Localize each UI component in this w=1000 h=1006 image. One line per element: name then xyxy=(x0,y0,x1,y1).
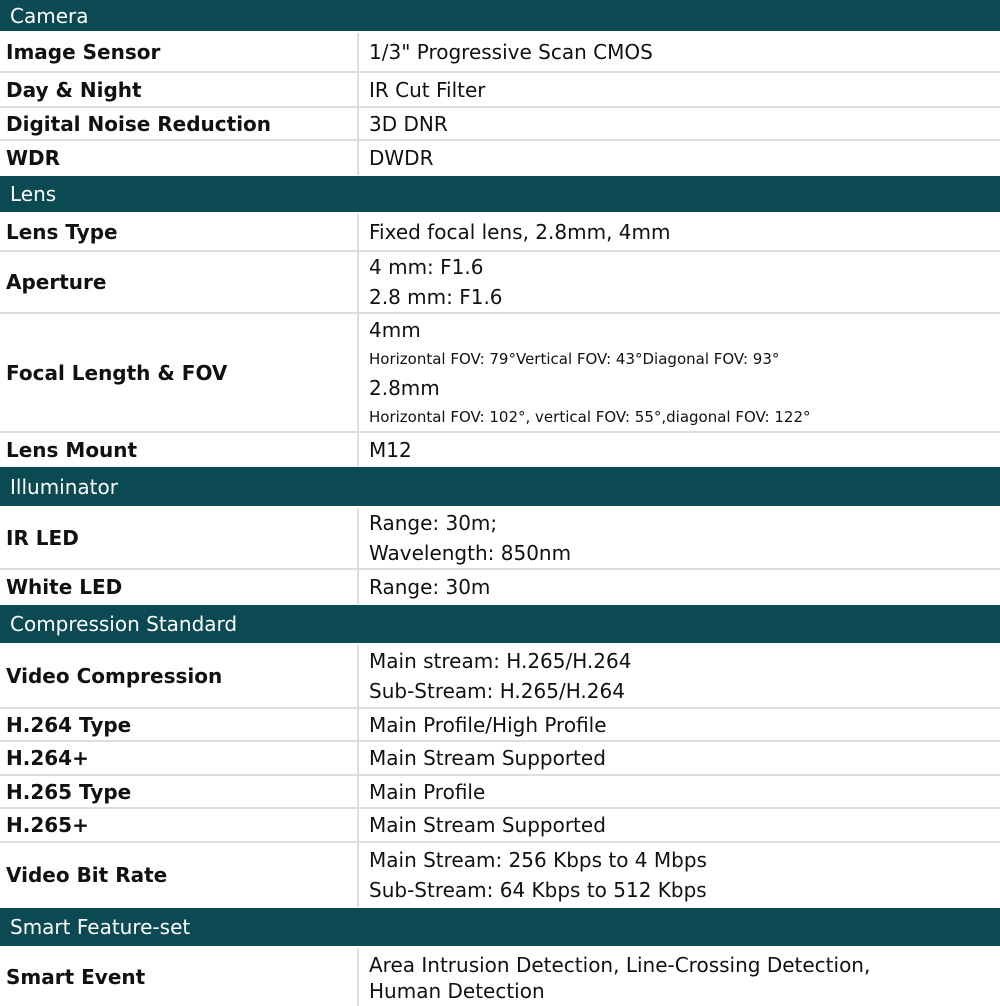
column-divider xyxy=(357,570,359,604)
spec-label: Video Bit Rate xyxy=(6,863,168,887)
section-header-illuminator: Illuminator xyxy=(0,467,1000,506)
spec-value xyxy=(369,709,1000,740)
spec-value xyxy=(369,948,1000,1006)
spec-value xyxy=(369,645,1000,707)
spec-row-dnr xyxy=(0,108,1000,141)
spec-label: Aperture xyxy=(6,270,107,294)
value-line: Main Profile/High Profile xyxy=(369,712,607,737)
spec-row-h265-type xyxy=(0,776,1000,809)
spec-value xyxy=(369,108,1000,139)
spec-row-h264-plus xyxy=(0,742,1000,776)
spec-value xyxy=(369,776,1000,807)
value-line: Range: 30m; xyxy=(369,511,498,535)
column-divider xyxy=(357,776,359,807)
value-line: Main stream: H.265/H.264 xyxy=(369,649,632,673)
value-line: 2.8mm xyxy=(369,375,440,400)
spec-row-lens-type xyxy=(0,214,1000,252)
spec-row-ir-led xyxy=(0,508,1000,570)
value-line: Main Stream Supported xyxy=(369,813,606,837)
spec-row-smart-event xyxy=(0,948,1000,1006)
spec-value xyxy=(369,843,1000,907)
spec-row-day-night xyxy=(0,73,1000,108)
column-divider xyxy=(357,214,359,250)
spec-row-aperture xyxy=(0,252,1000,314)
column-divider xyxy=(357,843,359,907)
spec-row-video-bit-rate xyxy=(0,843,1000,907)
spec-value xyxy=(369,508,1000,568)
value-line: Main Stream: 256 Kbps to 4 Mbps xyxy=(369,848,707,872)
spec-value xyxy=(369,433,1000,466)
value-line: DWDR xyxy=(369,146,434,170)
spec-label: H.264 Type xyxy=(6,712,132,737)
spec-value xyxy=(369,252,1000,312)
column-divider xyxy=(357,709,359,740)
spec-label: H.265 Type xyxy=(6,779,132,804)
column-divider xyxy=(357,508,359,568)
section-header-compression: Compression Standard xyxy=(0,605,1000,643)
spec-label: Lens Mount xyxy=(6,437,138,462)
column-divider xyxy=(357,33,359,71)
spec-value xyxy=(369,214,1000,250)
column-divider xyxy=(357,645,359,707)
spec-label: Focal Length & FOV xyxy=(6,360,228,385)
spec-row-image-sensor xyxy=(0,33,1000,73)
column-divider xyxy=(357,73,359,106)
spec-label: H.265+ xyxy=(6,813,89,837)
value-line: Main Stream Supported xyxy=(369,746,606,770)
value-line: IR Cut Filter xyxy=(369,77,486,102)
value-line: Human Detection xyxy=(369,979,545,1003)
spec-label: Smart Event xyxy=(6,965,146,989)
column-divider xyxy=(357,742,359,774)
column-divider xyxy=(357,314,359,431)
column-divider xyxy=(357,252,359,312)
value-line: Horizontal FOV: 102°, vertical FOV: 55°,diagonal FOV: 122° xyxy=(369,407,811,426)
spec-value xyxy=(369,742,1000,774)
spec-row-focal-length-fov xyxy=(0,314,1000,433)
spec-value xyxy=(369,141,1000,175)
spec-label: Video Compression xyxy=(6,664,223,688)
value-line: 4 mm: F1.6 xyxy=(369,255,484,279)
spec-label: Day & Night xyxy=(6,77,142,102)
value-line: 3D DNR xyxy=(369,111,448,136)
value-line: M12 xyxy=(369,437,412,462)
value-line: Range: 30m xyxy=(369,575,491,599)
spec-row-h265-plus xyxy=(0,809,1000,843)
column-divider xyxy=(357,433,359,466)
spec-label: White LED xyxy=(6,575,123,599)
column-divider xyxy=(357,948,359,1006)
value-line: Main Profile xyxy=(369,779,486,804)
value-line: Area Intrusion Detection, Line-Crossing Detection, xyxy=(369,953,871,977)
value-line: Fixed focal lens, 2.8mm, 4mm xyxy=(369,220,671,244)
spec-row-h264-type xyxy=(0,709,1000,742)
value-line: 4mm xyxy=(369,317,421,342)
spec-value xyxy=(369,33,1000,71)
spec-value xyxy=(369,73,1000,106)
spec-row-video-compression xyxy=(0,645,1000,709)
value-line: Wavelength: 850nm xyxy=(369,541,572,565)
value-line: 2.8 mm: F1.6 xyxy=(369,285,503,309)
column-divider xyxy=(357,809,359,841)
spec-label: IR LED xyxy=(6,526,79,550)
column-divider xyxy=(357,141,359,175)
spec-label: Digital Noise Reduction xyxy=(6,111,272,136)
section-header-smart-feature-set: Smart Feature-set xyxy=(0,908,1000,946)
spec-label: Image Sensor xyxy=(6,40,161,64)
value-line: Sub-Stream: H.265/H.264 xyxy=(369,679,625,703)
spec-value xyxy=(369,809,1000,841)
value-line: Horizontal FOV: 79°Vertical FOV: 43°Diagonal FOV: 93° xyxy=(369,349,780,368)
spec-row-lens-mount xyxy=(0,433,1000,466)
spec-label: Lens Type xyxy=(6,220,118,244)
section-header-lens: Lens xyxy=(0,176,1000,212)
spec-label: H.264+ xyxy=(6,746,89,770)
value-line: 1/3" Progressive Scan CMOS xyxy=(369,40,653,64)
spec-row-white-led xyxy=(0,570,1000,604)
spec-label: WDR xyxy=(6,146,61,170)
spec-value xyxy=(369,314,1000,431)
section-header-camera: Camera xyxy=(0,0,1000,31)
column-divider xyxy=(357,108,359,139)
spec-row-wdr xyxy=(0,141,1000,175)
spec-value xyxy=(369,570,1000,604)
value-line: Sub-Stream: 64 Kbps to 512 Kbps xyxy=(369,878,707,902)
